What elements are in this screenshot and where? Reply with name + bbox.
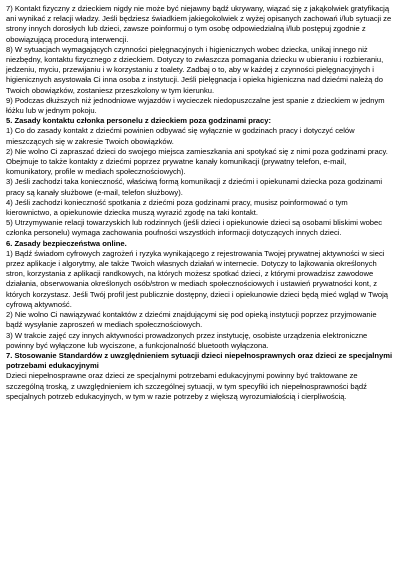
section-5-item-4: 4) Jeśli zachodzi konieczność spotkania z dziećmi poza godzinami pracy, musisz poinformować o tym kierownictwo, a opiekunowie dziecka muszą wyrazić zgodę na taki kontakt. [6, 197, 348, 218]
paragraph-9-trips: 9) Podczas dłuższych niż jednodniowe wyjazdów i wycieczek niedopuszczalne jest spanie z dzieckiem w jednym łóżku lub w jednym pokoju. [6, 95, 385, 116]
section-6-heading: 6. Zasady bezpieczeństwa online. [6, 238, 127, 248]
section-5-item-2: 2) Nie wolno Ci zapraszać dzieci do swojego miejsca zamieszkania ani spotykać się z nimi poza godzinami pracy. Obejmuje to także kontakty z dziećmi poprzez prywatne kanały komunikacji (prywatny telefon, e-mail, komunikatory, profile w mediach społecznościowych). [6, 146, 388, 177]
section-5-item-5: 5) Utrzymywanie relacji towarzyskich lub rodzinnych (jeśli dzieci i opiekunowie dzieci są osobami bliskimi wobec członka personelu) wymaga zachowania poufności wszystkich informacji dotyczących innych dzieci. [6, 218, 383, 238]
section-5-heading: 5. Zasady kontaktu członka personelu z dzieckiem poza godzinami pracy: [6, 116, 272, 126]
section-7-heading: 7. Stosowanie Standardów z uwzględnieniem sytuacji dzieci niepełnosprawnych oraz dzieci ze specjalnymi potrzebami edukacyjnymi [6, 350, 393, 371]
section-6-item-3: 3) W trakcie zajęć czy innych aktywności prowadzonych przez instytucję, osobiste urządzenia elektroniczne powinny być wyłączone lub wyciszone, a funkcjonalność bluetooth wyłączona. [6, 330, 368, 350]
section-7-paragraph: Dzieci niepełnosprawne oraz dzieci ze specjalnymi potrzebami edukacyjnymi powinny być traktowane ze szczególną troską, z uwzględnieniem ich szczególnej sytuacji, w tym specyfiki ich niepełnosprawności bądź specjalnych potrzeb edukacyjnych, w tym w razie potrzeby z większą wyrozumiałością i cierpliwością. [6, 371, 367, 401]
paragraph-8-care-activities: 8) W sytuacjach wymagających czynności pielęgnacyjnych i higienicznych wobec dziecka, unikaj innego niż niezbędny, kontaktu fizycznego z dzieckiem. Dotyczy to zwłaszcza pomagania dziecku w ubieraniu i rozbieraniu, jedzeniu, myciu, przewijaniu i w korzystaniu z toalety. Zadbaj o to, aby w każdej z czynności pielęgnacyjnych i higienicznych asystowała Ci inna osoba z instytucji. Jeśli pielęgnacja i opieka higieniczna nad dziećmi należą do Twoich obowiązków, zostaniesz przeszkolony w tym kierunku. [6, 44, 384, 95]
section-5-item-1: 1) Co do zasady kontakt z dziećmi powinien odbywać się wyłącznie w godzinach pracy i dotyczyć celów mieszczących się w zakresie Twoich obowiązków. [6, 126, 355, 146]
section-5-item-3: 3) Jeśli zachodzi taka konieczność, właściwą formą komunikacji z dziećmi i opiekunami dziecka poza godzinami pracy są kanały służbowe (e-mail, telefon służbowy). [6, 177, 383, 197]
paragraph-7-physical-contact: 7) Kontakt fizyczny z dzieckiem nigdy nie może być niejawny bądź ukrywany, wiązać się z jakąkolwiek gratyfikacją ani wynikać z relacji władzy. Jeśli będziesz świadkiem jakiegokolwiek z wyżej opisanych zachowań i/lub sytuacji ze strony innych dorosłych lub dzieci, zawsze poinformuj o tym osobę odpowiedzialną i/lub postępuj zgodnie z obowiązującą procedurą interwencji. [6, 4, 392, 44]
section-6-item-1: 1) Bądź świadom cyfrowych zagrożeń i ryzyka wynikającego z rejestrowania Twojej prywatnej aktywności w sieci przez aplikacje i algorytmy, ale także Twoich własnych działań w internecie. Dotyczy to lajkowania określonych stron, korzystania z aplikacji randkowych, na których możesz spotkać dzieci, z którymi prowadzisz zawodowe działania, obserwowania określonych osób/stron w mediach społecznościowych i ustawień prywatności kont, z których korzystasz. Jeśli Twój profil jest publicznie dostępny, dzieci i opiekunowie dzieci będą mieć wgląd w Twoją cyfrową aktywność. [6, 248, 388, 309]
section-6-item-2: 2) Nie wolno Ci nawiązywać kontaktów z dziećmi znajdującymi się pod opieką instytucji poprzez przyjmowanie bądź wysyłanie zaproszeń w mediach społecznościowych. [6, 310, 377, 330]
